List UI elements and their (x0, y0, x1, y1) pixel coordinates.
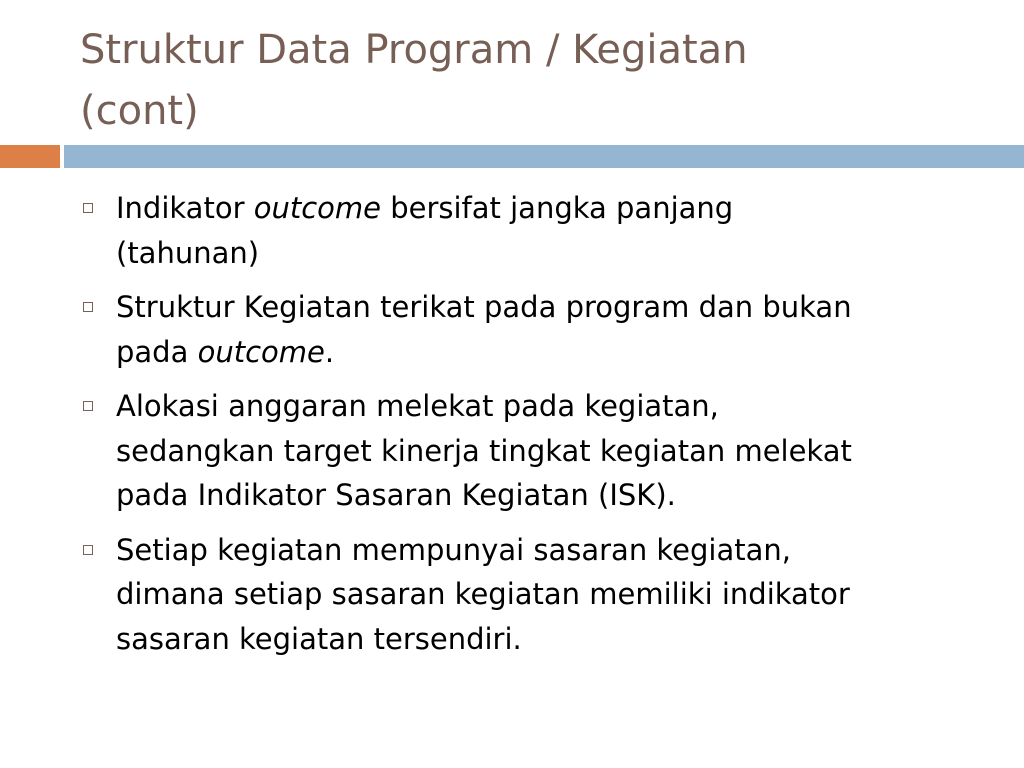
bullet-emphasis-text: outcome (197, 334, 325, 369)
hollow-square-bullet-icon (83, 203, 93, 213)
slide-title-line-1: Struktur Data Program / Kegiatan (80, 27, 748, 73)
bullet-line: sasaran kegiatan tersendiri. (116, 621, 522, 656)
title-accent-bar (0, 145, 60, 168)
bullet-item (80, 528, 980, 662)
bullet-item (80, 384, 980, 518)
bullet-emphasis-text: outcome (253, 191, 381, 225)
bullet-line: Setiap kegiatan mempunyai sasaran kegiatan, (116, 532, 792, 567)
bullet-line: Alokasi anggaran melekat pada kegiatan, (116, 389, 719, 423)
bullet-text: . (324, 334, 335, 369)
bullet-line: dimana setiap sasaran kegiatan memiliki indikator (116, 577, 850, 611)
bullet-text: bersifat jangka panjang (381, 191, 734, 225)
hollow-square-bullet-icon (83, 401, 93, 411)
bullet-line: pada Indikator Sasaran Kegiatan (ISK). (116, 478, 676, 512)
slide-title (80, 20, 980, 142)
bullet-list (80, 186, 980, 671)
bullet-item (80, 285, 980, 374)
bullet-line: sedangkan target kinerja tingkat kegiatan melekat (116, 433, 852, 468)
bullet-line: Struktur Kegiatan terikat pada program dan bukan (116, 290, 852, 324)
hollow-square-bullet-icon (83, 545, 93, 555)
hollow-square-bullet-icon (83, 302, 93, 312)
bullet-line (116, 330, 980, 375)
bullet-item (80, 186, 980, 275)
title-rule-bar (64, 145, 1024, 168)
slide-title-line-2: (cont) (80, 88, 199, 134)
bullet-line (116, 186, 980, 231)
bullet-text: Indikator (116, 191, 254, 225)
bullet-text: pada (116, 334, 198, 369)
bullet-line: (tahunan) (116, 235, 260, 270)
